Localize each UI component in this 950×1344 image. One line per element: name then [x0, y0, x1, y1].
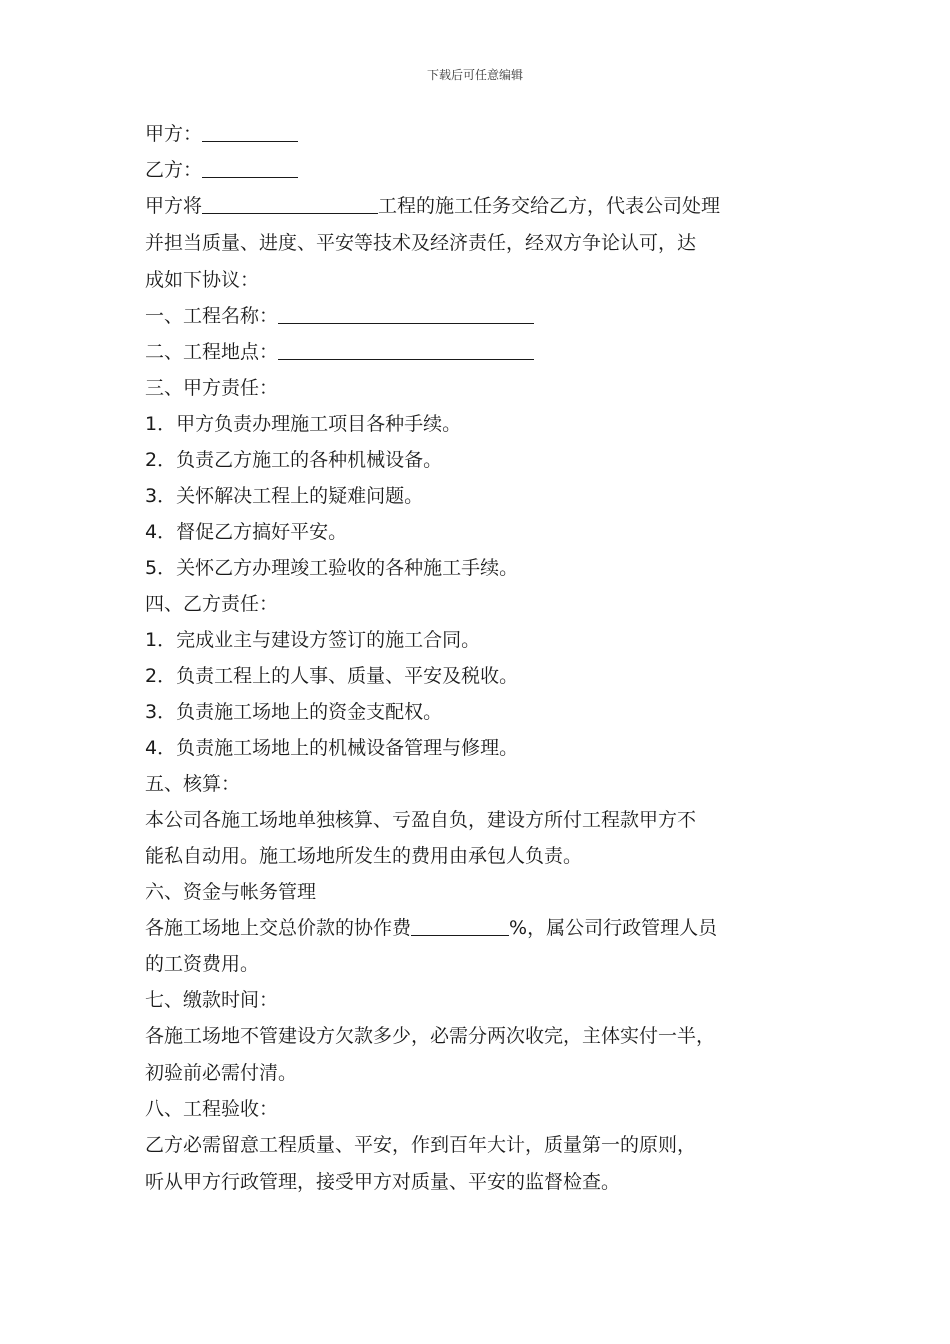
- intro-line-2: 并担当质量、进度、平安等技术及经济责任，经双方争论认可，达: [145, 232, 697, 254]
- section-heading: 七、缴款时间：: [145, 989, 279, 1011]
- project-name-line: [145, 298, 835, 334]
- party-a-label: 甲方：: [145, 123, 203, 145]
- intro-text-post: 工程的施工任务交给乙方，代表公司处理: [378, 195, 721, 217]
- list-item: 5．关怀乙方办理竣工验收的各种施工手续。: [145, 557, 519, 579]
- party-b-line: [145, 152, 835, 188]
- paragraph-line: 各施工场地不管建设方欠款多少，必需分两次收完，主体实付一半，: [145, 1025, 716, 1047]
- party-b-label: 乙方：: [145, 159, 203, 181]
- list-item: 1．甲方负责办理施工项目各种手续。: [145, 413, 462, 435]
- fee-percent-blank[interactable]: [411, 913, 509, 936]
- project-location-label: 二、工程地点：: [145, 341, 279, 363]
- fee-text-pre: 各施工场地上交总价款的协作费: [145, 917, 412, 939]
- project-location-line: [145, 334, 835, 370]
- intro-line-1: [145, 188, 835, 225]
- paragraph-line: 乙方必需留意工程质量、平安，作到百年大计，质量第一的原则，: [145, 1134, 697, 1156]
- paragraph-line: 的工资费用。: [145, 953, 260, 975]
- list-item: 3．关怀解决工程上的疑难问题。: [145, 485, 424, 507]
- paragraph-line: 能私自动用。施工场地所发生的费用由承包人负责。: [145, 845, 583, 867]
- party-b-blank[interactable]: [202, 155, 298, 178]
- section-heading: 五、核算：: [145, 773, 241, 795]
- section-heading: 八、工程验收：: [145, 1098, 279, 1120]
- project-name-blank-inline[interactable]: [202, 191, 378, 214]
- project-name-label: 一、工程名称：: [145, 305, 279, 327]
- list-item: 3．负责施工场地上的资金支配权。: [145, 701, 443, 723]
- list-item: 4．督促乙方搞好平安。: [145, 521, 348, 543]
- page-header: 下载后可任意编辑: [426, 68, 523, 82]
- party-a-line: [145, 116, 835, 152]
- section-heading: 三、甲方责任：: [145, 377, 279, 399]
- project-name-blank[interactable]: [278, 301, 534, 324]
- contract-body: [145, 116, 835, 1200]
- fee-text-post: %，属公司行政管理人员: [509, 917, 718, 939]
- intro-line-3: 成如下协议：: [145, 269, 260, 291]
- list-item: 4．负责施工场地上的机械设备管理与修理。: [145, 737, 519, 759]
- paragraph-line: 本公司各施工场地单独核算、亏盈自负，建设方所付工程款甲方不: [145, 809, 697, 831]
- party-a-blank[interactable]: [202, 119, 298, 142]
- section-heading: 四、乙方责任：: [145, 593, 279, 615]
- list-item: 1．完成业主与建设方签订的施工合同。: [145, 629, 481, 651]
- section-heading: 六、资金与帐务管理: [145, 881, 317, 903]
- list-item: 2．负责乙方施工的各种机械设备。: [145, 449, 443, 471]
- paragraph-line: 初验前必需付清。: [145, 1062, 298, 1084]
- fee-line: [145, 910, 835, 946]
- project-location-blank[interactable]: [278, 337, 534, 360]
- paragraph-line: 听从甲方行政管理，接受甲方对质量、平安的监督检查。: [145, 1171, 621, 1193]
- intro-text-pre: 甲方将: [145, 195, 203, 217]
- list-item: 2．负责工程上的人事、质量、平安及税收。: [145, 665, 519, 687]
